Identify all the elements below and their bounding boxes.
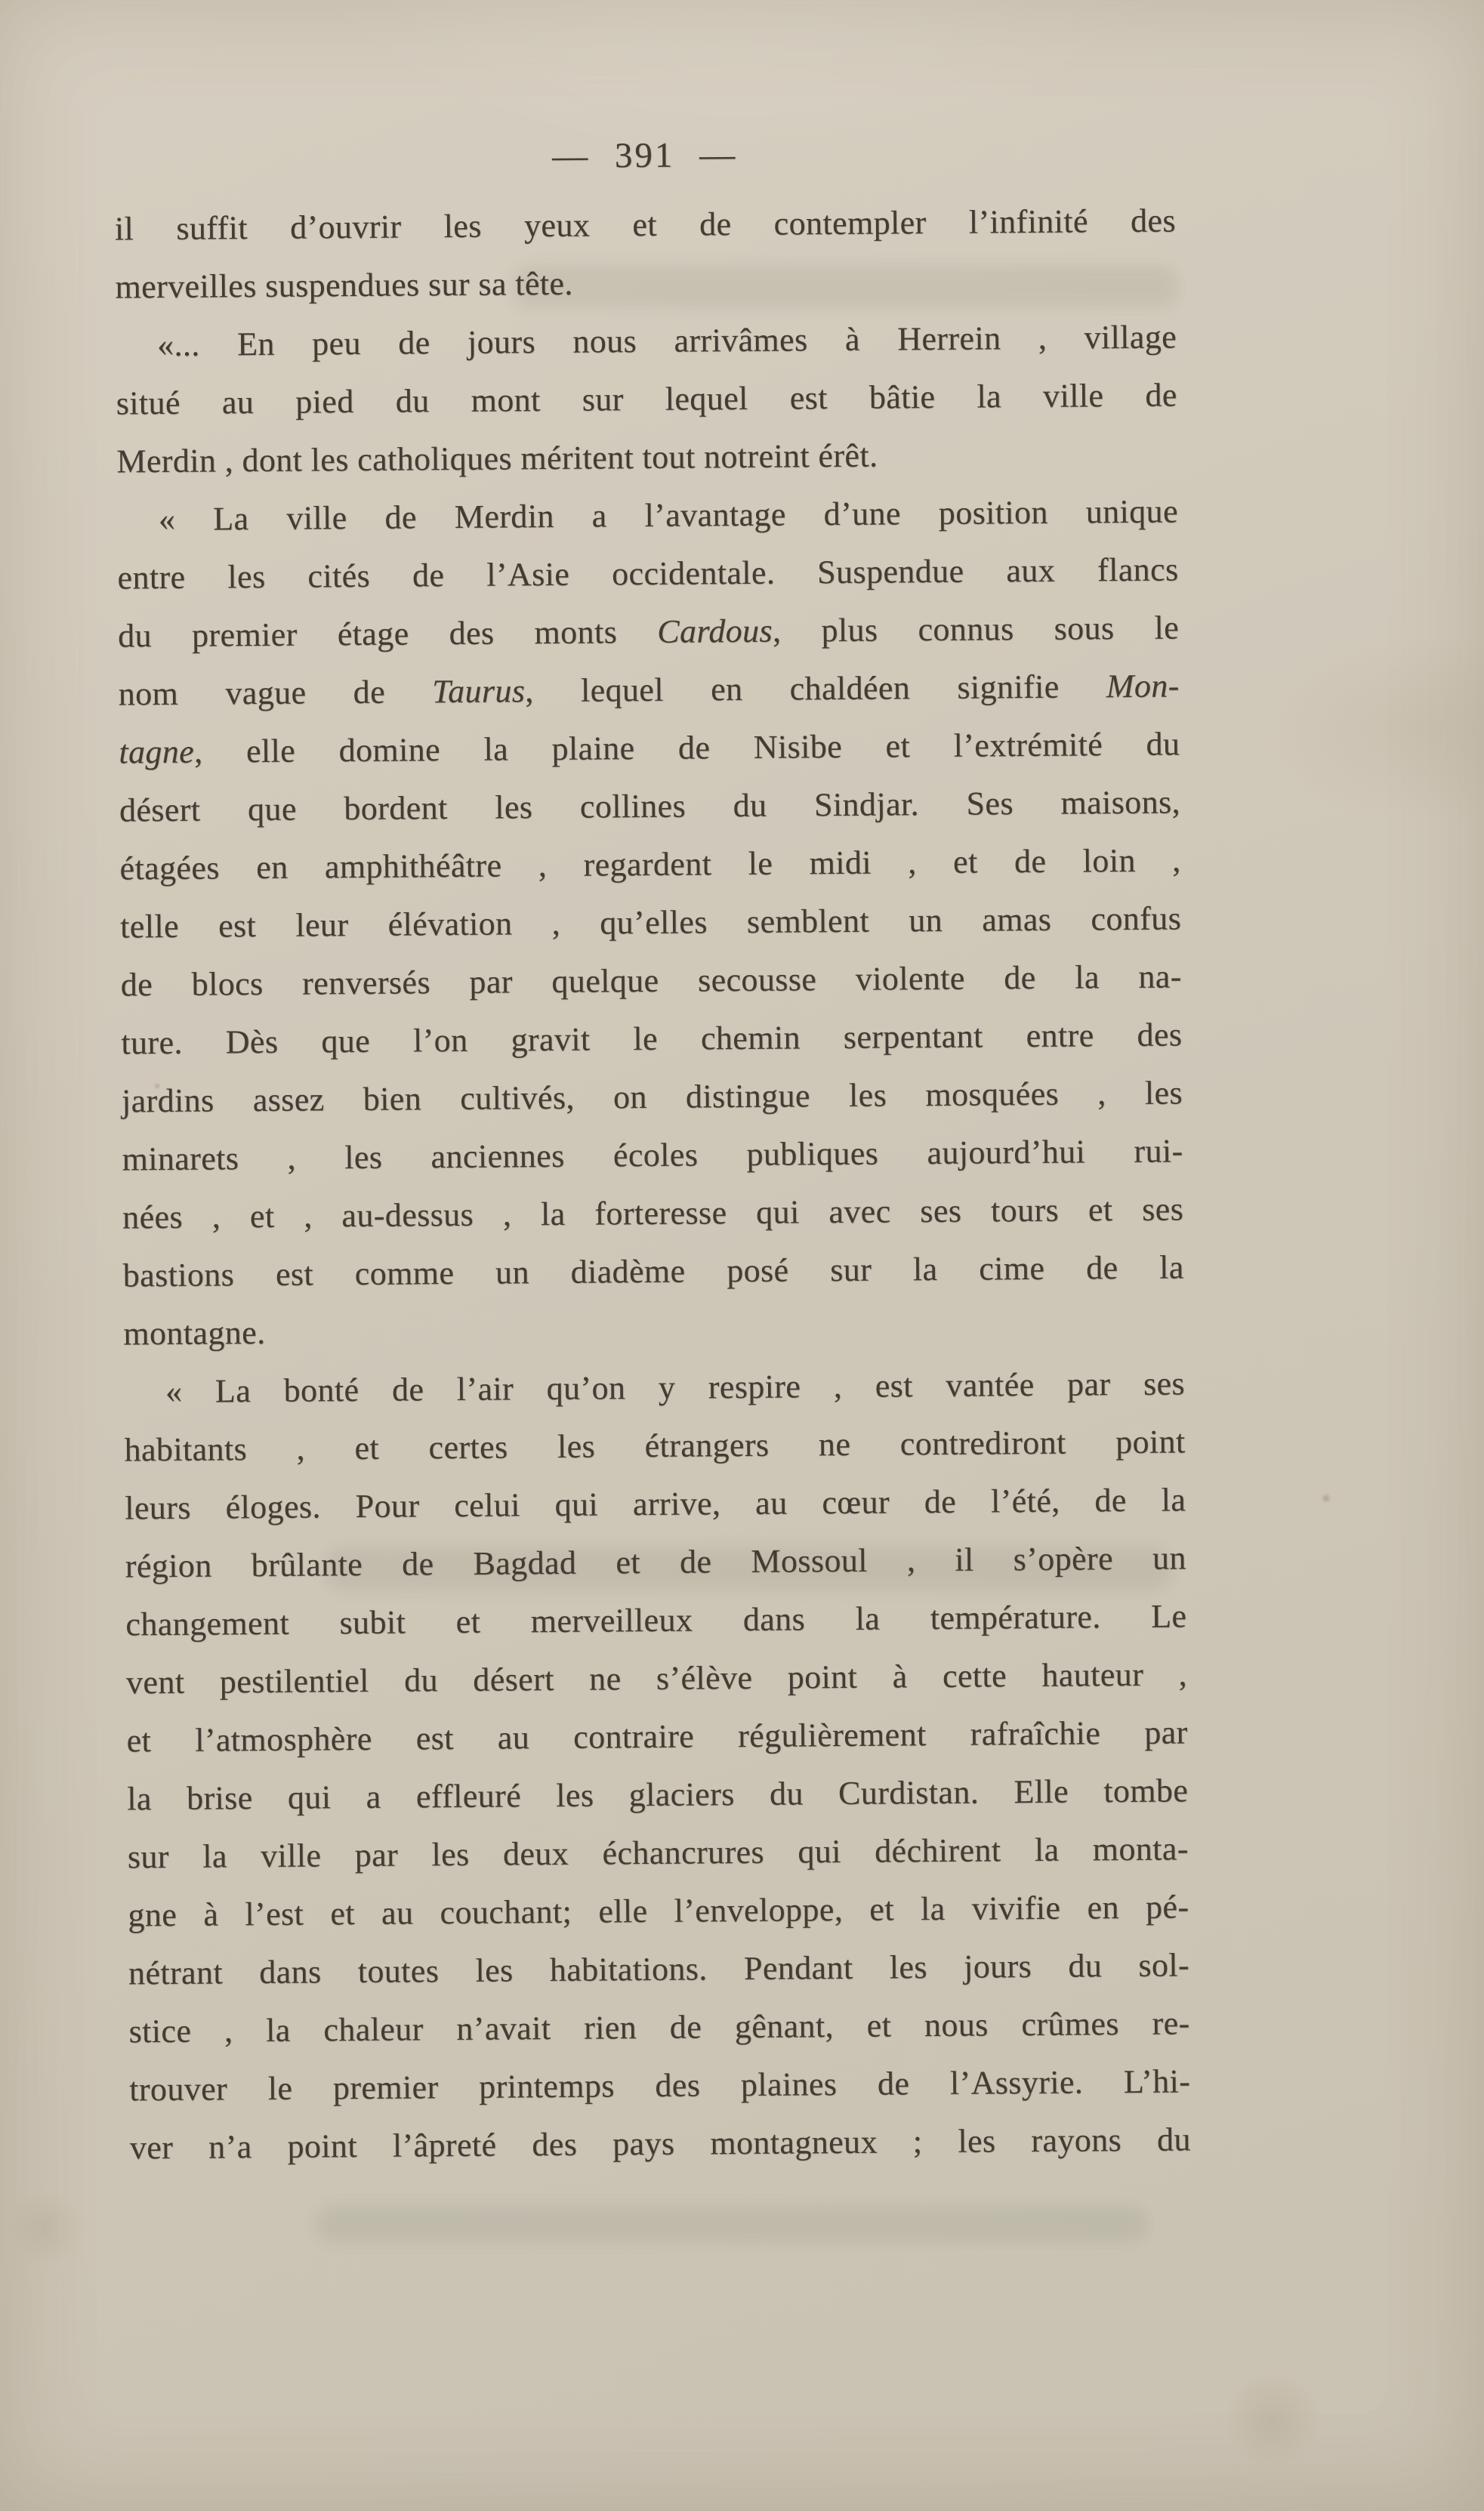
text-segment: ture. Dès que l’on gravit le chemin serpentant entre des (121, 1016, 1183, 1062)
text-segment: leurs éloges. Pour celui qui arrive, au cœur de l’été, de la (125, 1481, 1186, 1527)
italic-text-segment: Mon- (1106, 667, 1180, 705)
italic-text-segment: tagne (119, 733, 195, 771)
text-line (119, 773, 1181, 839)
text-line (127, 1761, 1189, 1828)
text-line (122, 1238, 1184, 1304)
text-segment: entre les cités de l’Asie occidentale. Suspendue aux flancs (117, 551, 1179, 597)
text-line (128, 1994, 1190, 2060)
text-line (125, 1529, 1187, 1595)
text-segment: habitants , et certes les étrangers ne contrediront point (124, 1423, 1186, 1469)
text-segment: et l’atmosphère est au contraire régulièrement rafraîchie par (126, 1714, 1188, 1760)
text-segment: , lequel en chaldéen signifie (525, 668, 1107, 710)
text-segment: «... En peu de jours nous arrivâmes à Herrein , village (156, 318, 1177, 364)
italic-text-segment: Cardous (657, 612, 773, 650)
text-segment: telle est leur élévation , qu’elles semblent un amas confus (119, 899, 1182, 945)
text-line (124, 1412, 1186, 1479)
text-line (118, 656, 1180, 723)
text-segment: montagne. (123, 1313, 266, 1353)
text-segment: région brûlante de Bagdad et de Mossoul , il s’opère un (125, 1539, 1186, 1585)
text-line (126, 1645, 1188, 1711)
page-header (114, 131, 1175, 180)
text-line (116, 307, 1177, 374)
text-segment: nétrant dans toutes les habitations. Pendant les jours du sol- (128, 1946, 1190, 1992)
text-line (126, 1703, 1188, 1769)
text-segment: étagées en amphithéâtre , regardent le midi , et de loin , (119, 841, 1181, 887)
text-line (120, 889, 1182, 955)
text-segment: « La ville de Merdin a l’avantage d’une position unique (158, 492, 1179, 538)
text-segment: minarets , les anciennes écoles publiques aujourd’hui rui- (122, 1132, 1183, 1178)
text-segment: changement subit et merveilleux dans la température. Le (125, 1597, 1187, 1643)
text-line (128, 1819, 1189, 1886)
text-line (130, 2110, 1192, 2176)
text-line (116, 424, 1178, 490)
text-segment: nom vague de (118, 673, 433, 713)
text-line (116, 366, 1177, 432)
text-line (117, 540, 1179, 606)
text-line (120, 947, 1182, 1013)
text-segment: merveilles suspendues sur sa tête. (115, 264, 573, 306)
text-segment: jardins assez bien cultivés, on distingue les mosquées , les (121, 1074, 1183, 1120)
text-segment: , elle domine la plaine de Nisibe et l’extrémité du (193, 725, 1180, 770)
text-segment: sur la ville par les deux échancrures qui déchirent la monta- (127, 1830, 1189, 1876)
text-segment: trouver le premier printemps des plaines de l’Assyrie. L’hi- (129, 2062, 1191, 2108)
page-body (115, 191, 1192, 2176)
text-line (122, 1063, 1183, 1130)
text-line (125, 1470, 1186, 1537)
text-line (119, 714, 1180, 781)
text-line (115, 191, 1177, 258)
text-segment: ver n’a point l’âpreté des pays montagneux ; les rayons du (129, 2121, 1192, 2167)
text-segment: du premier étage des monts (117, 612, 658, 655)
text-line (122, 1180, 1184, 1246)
page-number: — 391 — (551, 135, 738, 176)
text-line (115, 249, 1177, 316)
text-segment: il suffit d’ouvrir les yeux et de contempler l’infinité des (114, 202, 1177, 248)
text-line (123, 1296, 1185, 1362)
text-segment: désert que bordent les collines du Sindjar. Ses maisons, (119, 783, 1181, 829)
text-segment: , plus connus sous le (772, 609, 1180, 649)
text-line (125, 1587, 1187, 1653)
text-line (119, 831, 1181, 897)
text-segment: nées , et , au-dessus , la forteresse qui avec ses tours et ses (122, 1190, 1184, 1236)
text-line (117, 482, 1179, 548)
text-segment: la brise qui a effleuré les glaciers du Curdistan. Elle tombe (127, 1772, 1189, 1818)
text-segment: gne à l’est et au couchant; elle l’enveloppe, et la vivifie en pé- (128, 1888, 1189, 1934)
text-segment: « La bonté de l’air qu’on y respire , est vantée par ses (165, 1365, 1186, 1411)
text-line (128, 1936, 1190, 2002)
text-segment: de blocs renversés par quelque secousse violente de la na- (120, 958, 1182, 1004)
text-line (129, 2052, 1191, 2118)
text-line (121, 1005, 1183, 1072)
text-line (128, 1877, 1189, 1944)
italic-text-segment: Taurus (432, 672, 526, 711)
text-line (124, 1354, 1186, 1421)
text-segment: Merdin , dont les catholiques méritent tout notreint érêt. (116, 436, 878, 480)
text-segment: vent pestilentiel du désert ne s’élève point à cette hauteur , (125, 1655, 1188, 1701)
text-segment: bastions est comme un diadème posé sur la cime de la (122, 1248, 1184, 1294)
text-segment: situé au pied du mont sur lequel est bâtie la ville de (116, 376, 1177, 422)
text-line (118, 598, 1180, 665)
text-segment: stice , la chaleur n’avait rien de gênant, et nous crûmes re- (128, 2004, 1190, 2050)
text-line (122, 1121, 1183, 1188)
